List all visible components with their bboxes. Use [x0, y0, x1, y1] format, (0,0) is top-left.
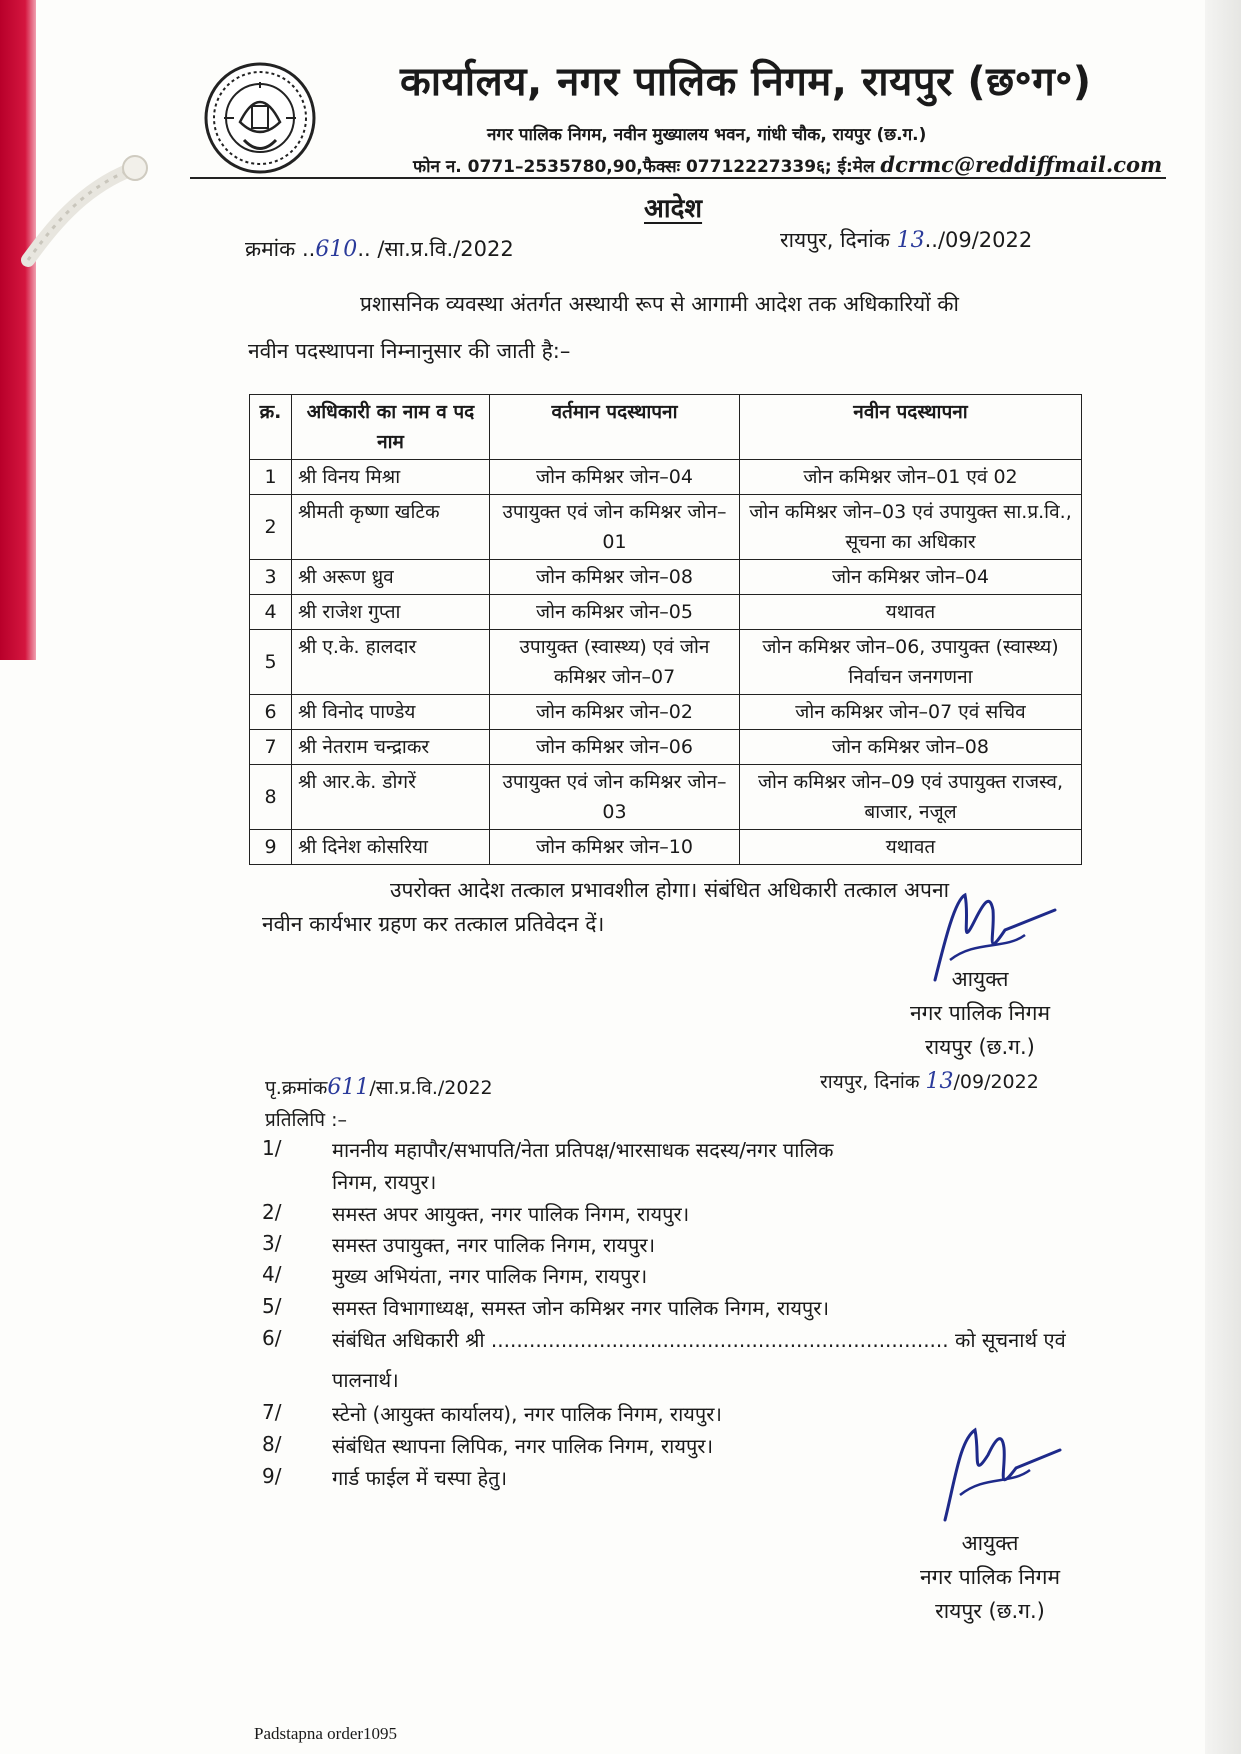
cell-new: जोन कमिश्नर जोन–08 — [740, 730, 1082, 765]
item-text: स्टेनो (आयुक्त कार्यालय), नगर पालिक निगम, रायपुर। — [332, 1402, 723, 1426]
col-header-current: वर्तमान पदस्थापना — [490, 395, 740, 460]
cell-new: जोन कमिश्नर जोन–06, उपायुक्त (स्वास्थ्य) निर्वाचन जनगणना — [740, 630, 1082, 695]
cell-officer: श्री आर.के. डोगरें — [292, 765, 490, 830]
fwd-ref-suffix: /सा.प्र.वि./2022 — [369, 1077, 493, 1099]
signature-block-primary — [860, 962, 1100, 1064]
item-text-cont: निगम, रायपुर। — [332, 1170, 437, 1194]
municipal-seal-logo — [204, 62, 316, 174]
ref-dots-right: .. — [357, 237, 371, 261]
cell-officer: श्री विनोद पाण्डेय — [292, 695, 490, 730]
item-number: 6/ — [262, 1326, 282, 1350]
closing-line1: उपरोक्त आदेश तत्काल प्रभावशील होगा। संबंधित अधिकारी तत्काल अपना — [390, 878, 950, 902]
table-row — [250, 695, 1082, 730]
fwd-ref-number-handwritten: 611 — [327, 1075, 370, 1100]
cell-serial: 5 — [250, 630, 292, 695]
item-number: 2/ — [262, 1200, 282, 1224]
cell-new: जोन कमिश्नर जोन–09 एवं उपायुक्त राजस्व, बाजार, नजूल — [740, 765, 1082, 830]
contact-phone-fax: फोन न. 0771–2535780,90,फैक्सः 07712227339६; ई:मेल — [413, 157, 875, 177]
cell-new: जोन कमिश्नर जोन–01 एवं 02 — [740, 460, 1082, 495]
item-number: 7/ — [262, 1400, 282, 1424]
table-row — [250, 630, 1082, 695]
closing-line2: नवीन कार्यभार ग्रहण कर तत्काल प्रतिवेदन दें। — [262, 912, 605, 936]
order-reference — [245, 235, 514, 263]
cell-serial: 9 — [250, 830, 292, 865]
cell-current: जोन कमिश्नर जोन–08 — [490, 560, 740, 595]
item-text: समस्त विभागाध्यक्ष, समस्त जोन कमिश्नर नगर पालिक निगम, रायपुर। — [332, 1296, 830, 1320]
office-title: कार्यालय, नगर पालिक निगम, रायपुर (छ॰ग॰) — [400, 59, 1092, 105]
item-text: माननीय महापौर/सभापति/नेता प्रतिपक्ष/भारसाधक सदस्य/नगर पालिक — [332, 1138, 834, 1162]
cell-current: जोन कमिश्नर जोन–06 — [490, 730, 740, 765]
item-text: समस्त उपायुक्त, नगर पालिक निगम, रायपुर। — [332, 1233, 656, 1257]
cell-serial: 6 — [250, 695, 292, 730]
header-rule — [190, 177, 1166, 179]
contact-email: dcrmc@reddiffmail.com — [880, 152, 1163, 177]
date-suffix: /09/2022 — [937, 228, 1033, 252]
cell-officer: श्री नेतराम चन्द्राकर — [292, 730, 490, 765]
signature-block-secondary — [870, 1526, 1110, 1628]
table-header-row — [250, 395, 1082, 460]
forward-reference — [265, 1074, 493, 1100]
item-text: संबंधित अधिकारी श्री ........................................................................ को सूचनार्थ एवं — [332, 1328, 1066, 1352]
ref-number-handwritten: 610 — [315, 237, 358, 262]
cell-new: जोन कमिश्नर जोन–07 एवं सचिव — [740, 695, 1082, 730]
signatory-org: नगर पालिक निगम — [919, 1565, 1061, 1589]
item-text: मुख्य अभियंता, नगर पालिक निगम, रायपुर। — [332, 1264, 648, 1288]
cell-new: यथावत — [740, 830, 1082, 865]
table-row — [250, 495, 1082, 560]
signatory-city: रायपुर (छ.ग.) — [935, 1599, 1045, 1623]
office-contact — [413, 152, 1162, 177]
table-row — [250, 460, 1082, 495]
cell-serial: 2 — [250, 495, 292, 560]
date-day-handwritten: 13 — [896, 228, 925, 253]
cell-serial: 8 — [250, 765, 292, 830]
fwd-date-prefix: रायपुर, दिनांक — [820, 1071, 920, 1093]
binding-strip — [0, 0, 36, 660]
item-number: 5/ — [262, 1294, 282, 1318]
cell-new: यथावत — [740, 595, 1082, 630]
postings-table — [249, 394, 1082, 865]
cell-officer: श्री अरूण ध्रुव — [292, 560, 490, 595]
order-paragraph-line1: प्रशासनिक व्यवस्था अंतर्गत अस्थायी रूप से आगामी आदेश तक अधिकारियों की — [360, 292, 959, 316]
col-header-serial: क्र. — [250, 395, 292, 460]
binding-thread — [20, 150, 150, 270]
item-number: 1/ — [262, 1136, 282, 1160]
order-heading: आदेश — [644, 194, 703, 224]
order-paragraph-line2: नवीन पदस्थापना निम्नानुसार की जाती है:– — [248, 339, 571, 363]
date-dots: .. — [924, 228, 938, 252]
col-header-officer: अधिकारी का नाम व पद नाम — [292, 395, 490, 460]
item-text: समस्त अपर आयुक्त, नगर पालिक निगम, रायपुर। — [332, 1202, 690, 1226]
cell-officer: श्रीमती कृष्णा खटिक — [292, 495, 490, 560]
cell-serial: 7 — [250, 730, 292, 765]
signatory-title: आयुक्त — [951, 967, 1009, 991]
footer-file-name: Padstapna order1095 — [254, 1724, 398, 1743]
table-row — [250, 830, 1082, 865]
item-number: 8/ — [262, 1432, 282, 1456]
signatory-org: नगर पालिक निगम — [909, 1001, 1051, 1025]
ref-dots-left: .. — [301, 237, 316, 261]
order-date — [780, 226, 1032, 254]
item-text: संबंधित स्थापना लिपिक, नगर पालिक निगम, रायपुर। — [332, 1434, 714, 1458]
forward-date — [820, 1068, 1039, 1094]
table-row — [250, 765, 1082, 830]
item-number: 3/ — [262, 1231, 282, 1255]
cell-officer: श्री दिनेश कोसरिया — [292, 830, 490, 865]
date-prefix: रायपुर, दिनांक — [780, 228, 890, 252]
item-number: 4/ — [262, 1262, 282, 1286]
cell-current: उपायुक्त (स्वास्थ्य) एवं जोन कमिश्नर जोन–07 — [490, 630, 740, 695]
copy-to-label: प्रतिलिपि :– — [265, 1109, 348, 1131]
fwd-date-day-handwritten: 13 — [925, 1069, 954, 1094]
cell-officer: श्री विनय मिश्रा — [292, 460, 490, 495]
cell-serial: 1 — [250, 460, 292, 495]
ref-suffix: /सा.प्र.वि./2022 — [377, 237, 514, 261]
cell-new: जोन कमिश्नर जोन–04 — [740, 560, 1082, 595]
cell-current: जोन कमिश्नर जोन–04 — [490, 460, 740, 495]
signatory-title: आयुक्त — [961, 1531, 1019, 1555]
col-header-new: नवीन पदस्थापना — [740, 395, 1082, 460]
fwd-date-suffix: /09/2022 — [953, 1071, 1039, 1093]
table-row — [250, 730, 1082, 765]
table-row — [250, 560, 1082, 595]
cell-officer: श्री ए.के. हालदार — [292, 630, 490, 695]
table-row — [250, 595, 1082, 630]
page-edge-shadow — [1205, 0, 1241, 1754]
cell-current: जोन कमिश्नर जोन–10 — [490, 830, 740, 865]
office-address: नगर पालिक निगम, नवीन मुख्यालय भवन, गांधी चौक, रायपुर (छ.ग.) — [487, 125, 927, 145]
cell-serial: 4 — [250, 595, 292, 630]
signatory-city: रायपुर (छ.ग.) — [925, 1035, 1035, 1059]
item-text-cont: पालनार्थ। — [332, 1368, 399, 1392]
cell-current: जोन कमिश्नर जोन–05 — [490, 595, 740, 630]
fwd-ref-prefix: पृ.क्रमांक — [265, 1077, 328, 1099]
cell-new: जोन कमिश्नर जोन–03 एवं उपायुक्त सा.प्र.वि., सूचना का अधिकार — [740, 495, 1082, 560]
item-text: गार्ड फाईल में चस्पा हेतु। — [332, 1466, 508, 1490]
cell-current: उपायुक्त एवं जोन कमिश्नर जोन–01 — [490, 495, 740, 560]
ref-prefix: क्रमांक — [245, 237, 296, 261]
cell-officer: श्री राजेश गुप्ता — [292, 595, 490, 630]
cell-current: उपायुक्त एवं जोन कमिश्नर जोन–03 — [490, 765, 740, 830]
cell-current: जोन कमिश्नर जोन–02 — [490, 695, 740, 730]
cell-serial: 3 — [250, 560, 292, 595]
item-number: 9/ — [262, 1464, 282, 1488]
signature-mark-secondary — [930, 1410, 1070, 1530]
